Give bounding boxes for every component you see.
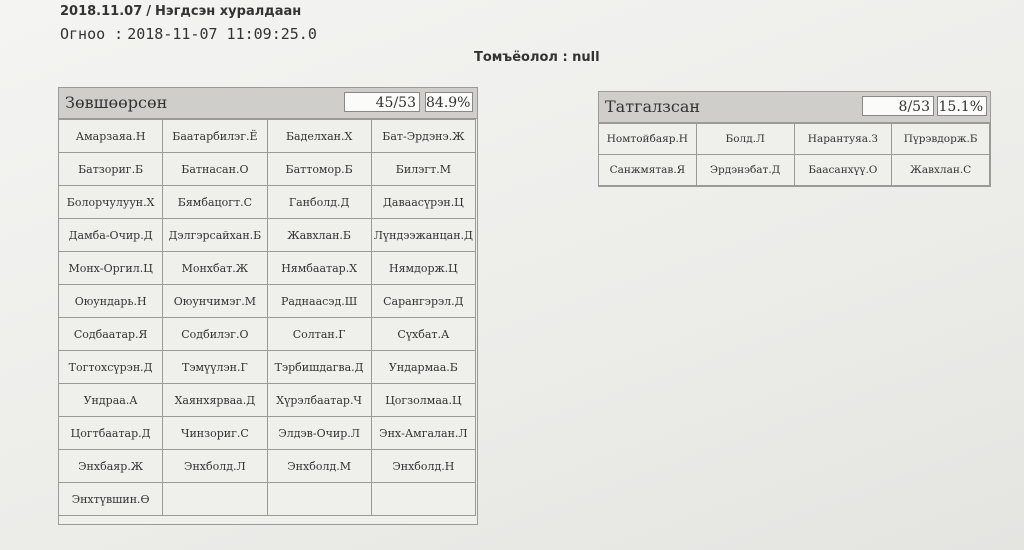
member-name-cell: Тогтохсүрэн.Д bbox=[59, 351, 163, 384]
approved-title: Зөвшөөрсөн bbox=[65, 93, 168, 112]
member-name-cell: Нарантуяа.З bbox=[794, 124, 892, 155]
member-name-cell: Лүндээжанцан.Д bbox=[371, 219, 475, 252]
rejected-header bbox=[599, 92, 990, 123]
member-name-cell: Дамба-Очир.Д bbox=[59, 219, 163, 252]
approved-table bbox=[58, 119, 476, 516]
datetime-line bbox=[60, 25, 321, 43]
member-name-cell: Жавхлан.Б bbox=[267, 219, 371, 252]
member-name-cell bbox=[163, 483, 267, 516]
member-name-cell: Энхтүвшин.Ө bbox=[59, 483, 163, 516]
member-name-cell: Билэгт.М bbox=[371, 153, 475, 186]
table-row bbox=[59, 186, 476, 219]
datetime-value: 2018-11-07 11:09:25.0 bbox=[127, 25, 317, 43]
member-name-cell: Хүрэлбаатар.Ч bbox=[267, 384, 371, 417]
member-name-cell: Энх-Амгалан.Л bbox=[371, 417, 475, 450]
rejected-percent: 15.1% bbox=[937, 96, 987, 116]
member-name-cell: Батнасан.О bbox=[163, 153, 267, 186]
member-name-cell: Оюунчимэг.М bbox=[163, 285, 267, 318]
table-row bbox=[59, 219, 476, 252]
member-name-cell: Жавхлан.С bbox=[892, 155, 990, 186]
meeting-header bbox=[60, 4, 305, 19]
member-name-cell: Дэлгэрсайхан.Б bbox=[163, 219, 267, 252]
table-row bbox=[599, 124, 990, 155]
member-name-cell: Хаянхярваа.Д bbox=[163, 384, 267, 417]
member-name-cell: Пүрэвдорж.Б bbox=[892, 124, 990, 155]
table-row bbox=[59, 450, 476, 483]
member-name-cell: Энхболд.Н bbox=[371, 450, 475, 483]
member-name-cell: Энхбаяр.Ж bbox=[59, 450, 163, 483]
table-row bbox=[59, 285, 476, 318]
member-name-cell bbox=[267, 483, 371, 516]
rejected-table bbox=[598, 123, 990, 186]
datetime-label: Огноо : bbox=[60, 25, 124, 43]
member-name-cell: Энхболд.М bbox=[267, 450, 371, 483]
member-name-cell: Эрдэнэбат.Д bbox=[696, 155, 794, 186]
member-name-cell: Сүхбат.А bbox=[371, 318, 475, 351]
member-name-cell: Бат-Эрдэнэ.Ж bbox=[371, 120, 475, 153]
member-name-cell: Тэмүүлэн.Г bbox=[163, 351, 267, 384]
member-name-cell: Солтан.Г bbox=[267, 318, 371, 351]
table-row bbox=[59, 417, 476, 450]
member-name-cell: Баттомор.Б bbox=[267, 153, 371, 186]
approved-count: 45/53 bbox=[344, 92, 420, 112]
member-name-cell: Содбилэг.О bbox=[163, 318, 267, 351]
member-name-cell: Болорчулуун.Х bbox=[59, 186, 163, 219]
member-name-cell: Болд.Л bbox=[696, 124, 794, 155]
approved-percent: 84.9% bbox=[425, 92, 473, 112]
member-name-cell: Ундармаа.Б bbox=[371, 351, 475, 384]
member-name-cell: Монх-Оргил.Ц bbox=[59, 252, 163, 285]
meeting-name: Нэгдсэн хуралдаан bbox=[155, 4, 302, 19]
table-row bbox=[59, 318, 476, 351]
member-name-cell: Амарзаяа.Н bbox=[59, 120, 163, 153]
member-name-cell: Санжмятав.Я bbox=[599, 155, 697, 186]
member-name-cell: Монхбат.Ж bbox=[163, 252, 267, 285]
header-separator: / bbox=[146, 4, 151, 19]
meeting-date: 2018.11.07 bbox=[60, 4, 143, 19]
rejected-count: 8/53 bbox=[862, 96, 934, 116]
member-name-cell: Цогзолмаа.Ц bbox=[371, 384, 475, 417]
member-name-cell: Батзориг.Б bbox=[59, 153, 163, 186]
member-name-cell: Оюундарь.Н bbox=[59, 285, 163, 318]
member-name-cell: Баасанхүү.О bbox=[794, 155, 892, 186]
member-name-cell: Тэрбишдагва.Д bbox=[267, 351, 371, 384]
member-name-cell: Чинзориг.С bbox=[163, 417, 267, 450]
table-row bbox=[59, 384, 476, 417]
member-name-cell bbox=[371, 483, 475, 516]
member-name-cell: Ундраа.А bbox=[59, 384, 163, 417]
table-row bbox=[59, 252, 476, 285]
table-row bbox=[599, 155, 990, 186]
rejected-panel bbox=[598, 91, 991, 187]
table-row bbox=[59, 153, 476, 186]
member-name-cell: Цогтбаатар.Д bbox=[59, 417, 163, 450]
table-row bbox=[59, 351, 476, 384]
rejected-title: Татгалзсан bbox=[605, 97, 701, 116]
member-name-cell: Нямдорж.Ц bbox=[371, 252, 475, 285]
member-name-cell: Баатарбилэг.Ё bbox=[163, 120, 267, 153]
member-name-cell: Содбаатар.Я bbox=[59, 318, 163, 351]
member-name-cell: Элдэв-Очир.Л bbox=[267, 417, 371, 450]
member-name-cell: Нямбаатар.Х bbox=[267, 252, 371, 285]
member-name-cell: Энхболд.Л bbox=[163, 450, 267, 483]
member-name-cell: Ганболд.Д bbox=[267, 186, 371, 219]
approved-panel bbox=[58, 87, 478, 525]
approved-header bbox=[59, 88, 477, 119]
member-name-cell: Даваасүрэн.Ц bbox=[371, 186, 475, 219]
member-name-cell: Раднаасэд.Ш bbox=[267, 285, 371, 318]
member-name-cell: Бямбацогт.С bbox=[163, 186, 267, 219]
member-name-cell: Номтойбаяр.Н bbox=[599, 124, 697, 155]
member-name-cell: Баделхан.Х bbox=[267, 120, 371, 153]
formulation-label: Томъёолол : null bbox=[474, 50, 600, 65]
member-name-cell: Сарангэрэл.Д bbox=[371, 285, 475, 318]
table-row bbox=[59, 483, 476, 516]
table-row bbox=[59, 120, 476, 153]
